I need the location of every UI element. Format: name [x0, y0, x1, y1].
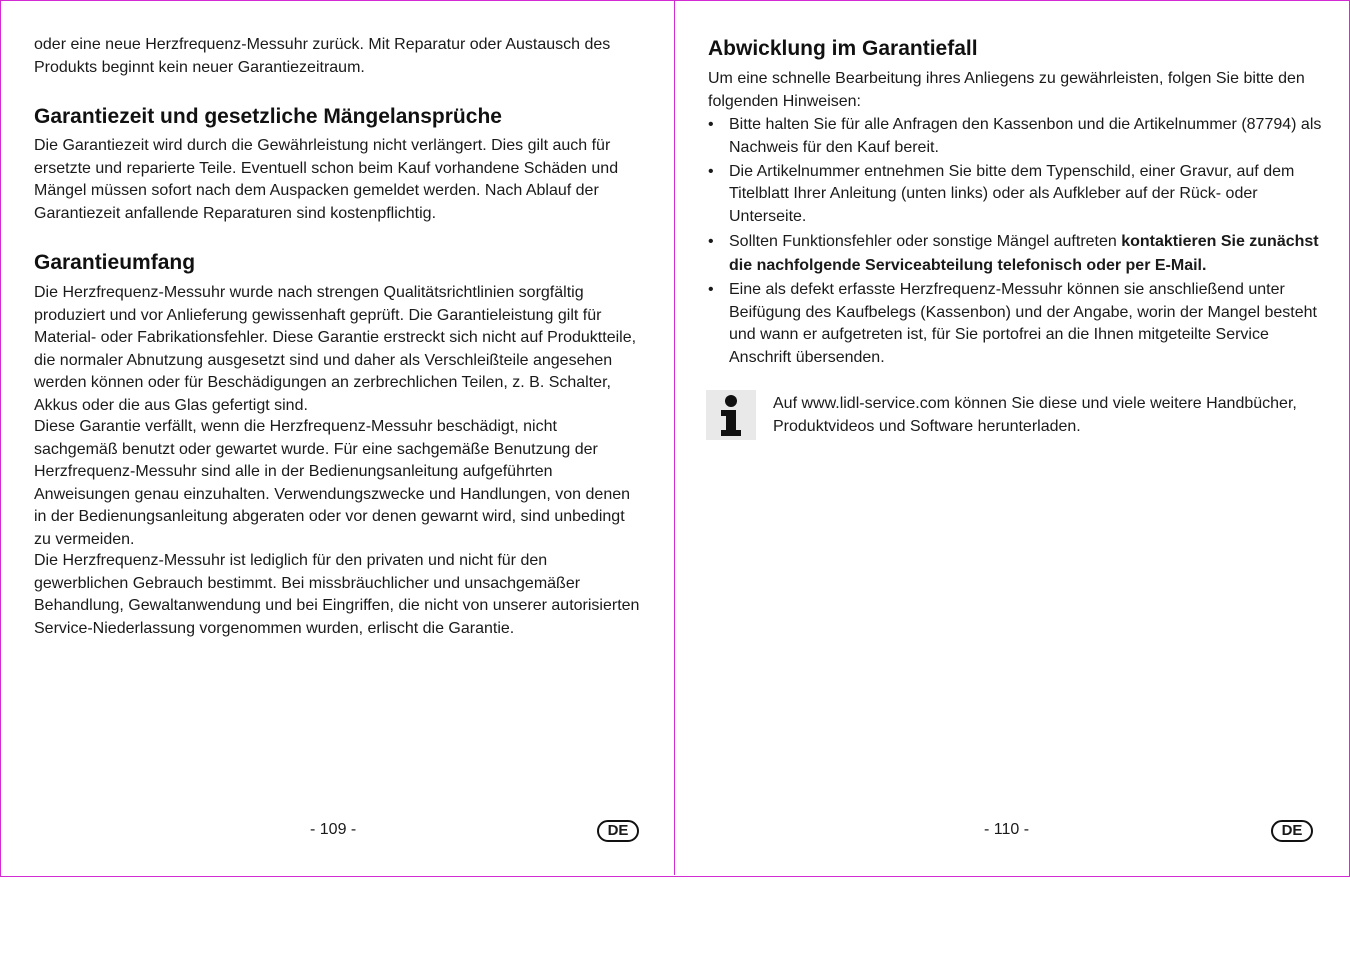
heading-abwicklung: Abwicklung im Garantiefall — [708, 37, 978, 60]
page-number-right: - 110 - — [984, 821, 1030, 838]
list-item — [708, 161, 1323, 229]
left-intro-text: oder eine neue Herzfrequenz-Messuhr zurück. Mit Reparatur oder Austausch des Produkts beginnt kein neuer Garantiezeitraum. — [34, 36, 611, 76]
info-icon — [706, 390, 756, 440]
garantieumfang-para-2: Diese Garantie verfällt, wenn die Herzfrequenz-Messuhr beschädigt, nicht sachgemäß benutzt oder gewartet wurde. Für eine sachgemäße Benutzung der Herzfrequenz-Messuhr sind alle in der Bedienungsanleitung aufgeführten Anweisungen genau einzuhalten. Verwendungszwecke und Handlungen, von denen in der Bedienungsanleitung abgeraten oder vor denen gewarnt wird, sind unbedingt zu vermeiden. — [34, 418, 631, 548]
garantieumfang-para-1: Die Herzfrequenz-Messuhr wurde nach strengen Qualitätsrichtlinien sorgfältig produziert und vor Anlieferung gewissenhaft geprüft. Die Garantieleistung gilt für Material- oder Fabrikationsfehler. Diese Garantie erstreckt sich nicht auf Produktteile, die normaler Abnutzung ausgesetzt sind und daher als Verschleißteile angesehen werden können oder für Beschädigungen an zerbrechlichen Teilen, z. B. Schalter, Akkus oder die aus Glas gefertigt sind. — [34, 284, 637, 414]
list-item-bold-text: kontaktieren Sie zunächst die nachfolgende Serviceabteilung telefonisch oder per E-Mail. — [729, 232, 1319, 274]
list-item-text: Die Artikelnummer entnehmen Sie bitte dem Typenschild, einer Gravur, auf dem Titelblatt Ihrer Anleitung (unten links) oder als Aufkleber auf der Rück- oder Unterseite. — [729, 162, 1295, 225]
language-badge-left: DE — [597, 820, 639, 842]
heading-garantiezeit: Garantiezeit und gesetzliche Mängelansprüche — [34, 105, 502, 128]
bullet-icon: • — [708, 116, 714, 133]
list-item-text: Eine als defekt erfasste Herzfrequenz-Messuhr können sie anschließend unter Beifügung des Kaufbelegs (Kassenbon) und der Angabe, worin der Mangel besteht und wann er aufgetreten ist, für Sie portofrei an die Ihnen mitgeteilte Service Anschrift übersenden. — [729, 281, 1317, 366]
bullet-icon: • — [708, 281, 714, 298]
list-item — [708, 230, 1323, 278]
language-badge-right: DE — [1271, 820, 1313, 842]
heading-garantieumfang: Garantieumfang — [34, 251, 196, 274]
left-page — [34, 0, 644, 875]
abwicklung-intro: Um eine schnelle Bearbeitung ihres Anliegens zu gewährleisten, folgen Sie bitte den folgenden Hinweisen: — [708, 70, 1305, 110]
bullet-icon: • — [708, 232, 714, 250]
list-item-text: Bitte halten Sie für alle Anfragen den Kassenbon und die Artikelnummer (87794) als Nachweis für den Kauf bereit. — [729, 116, 1322, 156]
garantiezeit-text: Die Garantiezeit wird durch die Gewährleistung nicht verlängert. Dies gilt auch für ersetzte und reparierte Teile. Eventuell schon beim Kauf vorhandene Schäden und Mängel müssen sofort nach dem Auspacken gemeldet werden. Nach Ablauf der Garantiezeit anfallende Reparaturen sind kostenpflichtig. — [34, 137, 619, 222]
page-number-left: - 109 - — [310, 821, 357, 838]
list-item-text: Sollten Funktionsfehler oder sonstige Mängel auftreten — [729, 232, 1122, 250]
bullet-icon: • — [708, 162, 714, 180]
list-item — [708, 279, 1323, 369]
instruction-list — [708, 114, 1323, 371]
garantieumfang-para-3: Die Herzfrequenz-Messuhr ist lediglich für den privaten und nicht für den gewerblichen Gebrauch bestimmt. Bei missbräuchlicher und unsachgemäßer Behandlung, Gewaltanwendung und bei Eingriffen, die nicht von unserer autorisierten Service-Niederlassung vorgenommen wurden, erlischt die Garantie. — [34, 552, 640, 637]
page-divider — [674, 0, 675, 875]
list-item — [708, 114, 1323, 159]
info-text: Auf www.lidl-service.com können Sie diese und viele weitere Handbücher, Produktvideos und Software herunterladen. — [773, 395, 1297, 435]
